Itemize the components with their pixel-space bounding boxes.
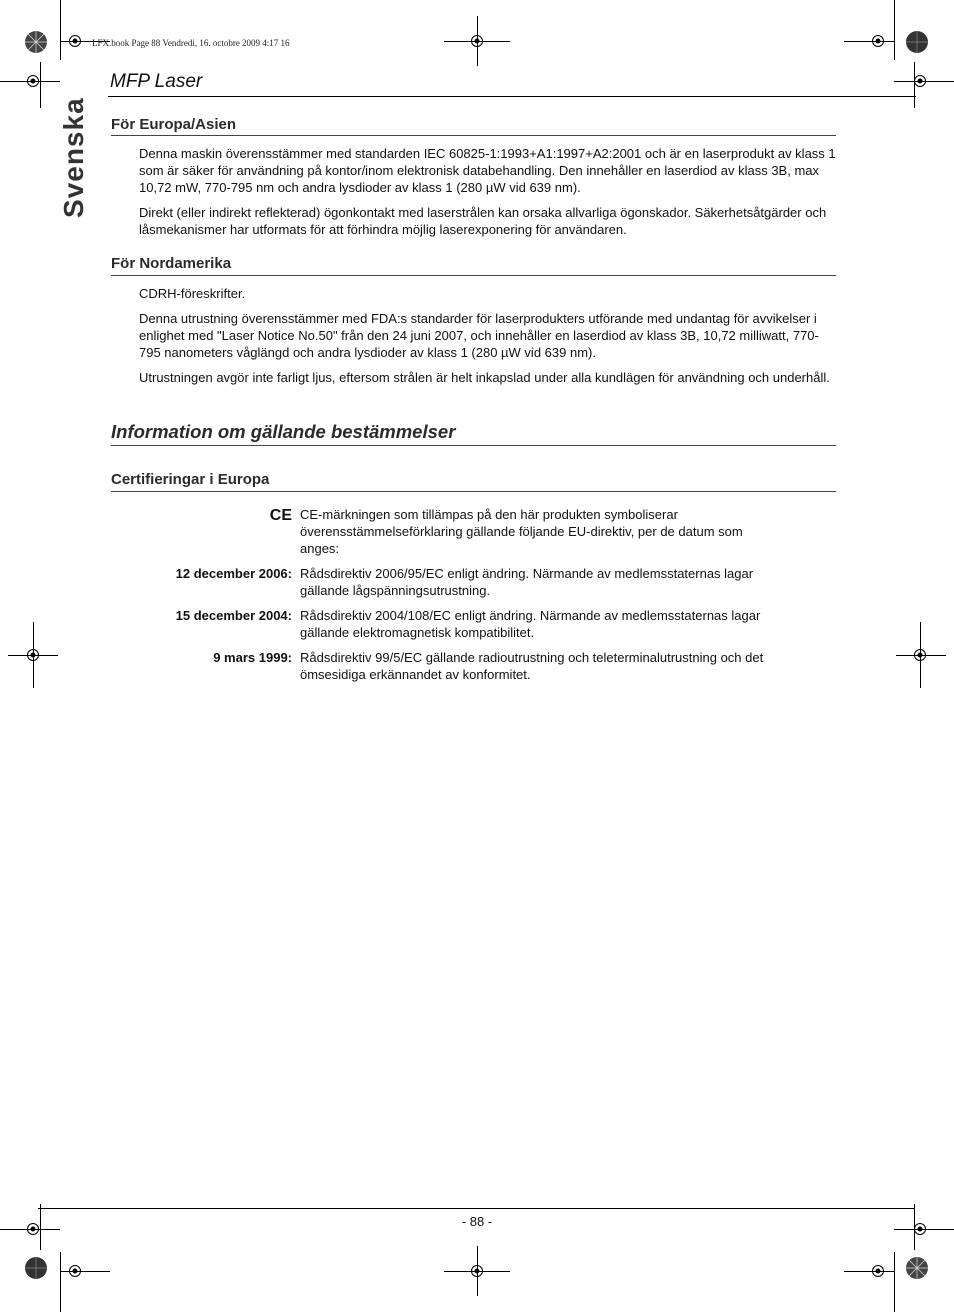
- paragraph: Direkt (eller indirekt reflekterad) ögonkontakt med laserstrålen kan orsaka allvarliga ögonskador. Säkerhetsåtgärder och låsmekanismer har utformats för att förhindra möjlig laserexponering för användaren.: [139, 205, 827, 237]
- language-tab: Svenska: [58, 97, 89, 218]
- directive-date: 9 mars 1999:: [213, 650, 292, 665]
- star-target-icon: [905, 30, 929, 54]
- registration-mark-icon: [68, 34, 82, 48]
- section-rule: [111, 445, 836, 446]
- registration-mark-icon: [871, 1264, 885, 1278]
- footer-rule: [38, 1208, 914, 1209]
- section-rule: [111, 491, 836, 492]
- directive-date: 12 december 2006:: [175, 566, 292, 581]
- chapter-heading: Information om gällande bestämmelser: [111, 421, 456, 442]
- paragraph: Utrustningen avgör inte farligt ljus, eftersom strålen är helt inkapslad under alla kundlägen för användning och underhåll.: [139, 370, 830, 385]
- star-target-icon: [24, 30, 48, 54]
- directive-date: 15 december 2004:: [175, 608, 292, 623]
- section-heading-nordamerika: För Nordamerika: [111, 255, 232, 272]
- star-target-icon: [905, 1256, 929, 1280]
- registration-mark-icon: [913, 74, 927, 88]
- registration-mark-icon: [26, 648, 40, 662]
- definition-text: Rådsdirektiv 2004/108/EC enligt ändring. Närmande av medlemsstaternas lagar gällande elektromagnetisk kompatibilitet.: [300, 608, 761, 640]
- star-target-icon: [24, 1256, 48, 1280]
- registration-mark-icon: [26, 74, 40, 88]
- registration-mark-icon: [68, 1264, 82, 1278]
- running-title: MFP Laser: [110, 71, 203, 92]
- paragraph: Denna utrustning överensstämmer med FDA:s standarder för laserprodukters utförande med undantag för avvikelser i enlighet med "Laser Notice No.50" från den 24 juni 2007, och innehåller en laserdiod av klass 3B, 10,72 milliwatt, 770-795 nanometers våglängd och andra lysdioder av klass 1 (280 µW vid 639 nm).: [139, 311, 819, 360]
- definition-text: Rådsdirektiv 99/5/EC gällande radioutrustning och teleterminalutrustning och det ömsesidiga erkännandet av konformitet.: [300, 650, 764, 682]
- section-rule: [111, 135, 836, 136]
- definition-text: CE-märkningen som tillämpas på den här produkten symboliserar överensstämmelseförklaring gällande följande EU-direktiv, per de datum som anges:: [300, 507, 743, 556]
- definition-text: Rådsdirektiv 2006/95/EC enligt ändring. Närmande av medlemsstaternas lagar gällande lågspänningsutrustning.: [300, 566, 754, 598]
- paragraph: CDRH-föreskrifter.: [139, 286, 246, 301]
- registration-mark-icon: [470, 34, 484, 48]
- registration-mark-icon: [470, 1264, 484, 1278]
- registration-mark-icon: [913, 648, 927, 662]
- section-heading-europa: För Europa/Asien: [111, 116, 237, 133]
- book-header: LFX.book Page 88 Vendredi, 16. octobre 2009 4:17 16: [92, 38, 290, 48]
- ce-mark: CE: [269, 507, 292, 524]
- section-rule: [111, 275, 836, 276]
- section-heading-cert: Certifieringar i Europa: [111, 471, 270, 488]
- paragraph: Denna maskin överensstämmer med standarden IEC 60825-1:1993+A1:1997+A2:2001 och är en laserprodukt av klass 1 som är säker för användning på kontor/inom elektronisk databehandling. Den innehåller en laserdiod av klass 3B, max 10,72 mW, 770-795 nm och andra lysdioder av klass 1 (280 µW vid 639 nm).: [139, 146, 836, 195]
- header-rule: [108, 96, 916, 97]
- page-number: - 88 -: [461, 1214, 493, 1229]
- registration-mark-icon: [871, 34, 885, 48]
